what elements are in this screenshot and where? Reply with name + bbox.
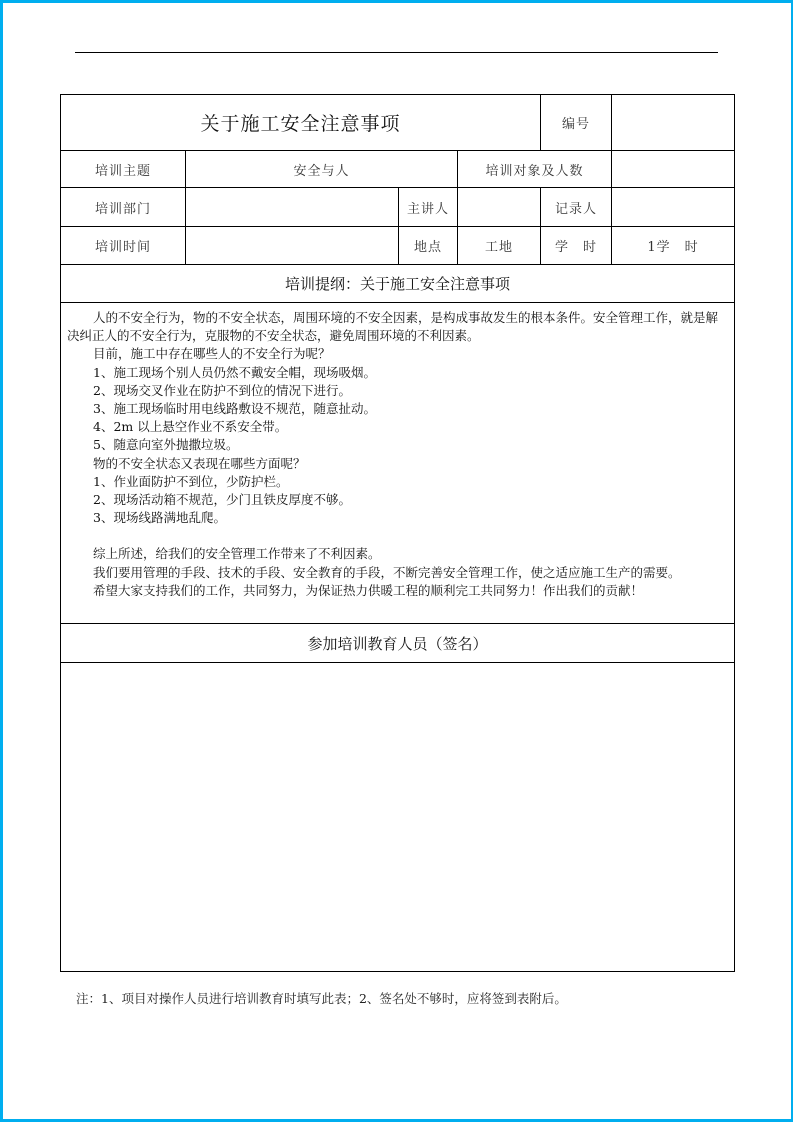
outline-list-item: 2、现场活动箱不规范，少门且铁皮厚度不够。 — [93, 492, 351, 508]
outline-list-item: 1、施工现场个别人员仍然不戴安全帽，现场吸烟。 — [93, 364, 376, 380]
topic-label: 培训主题 — [61, 151, 186, 188]
outline-paragraph: 目前，施工中存在哪些人的不安全行为呢？ — [93, 346, 331, 362]
outline-paragraph: 人的不安全行为，物的不安全状态，周围环境的不安全因素，是构成事故发生的根本条件。安全管理工作，就是解决纠正人的不安全行为，克服物的不安全状态，避免周围环境的不利因素。 — [67, 310, 719, 344]
audience-field[interactable] — [612, 151, 735, 188]
speaker-field[interactable] — [458, 188, 541, 227]
recorder-field[interactable] — [612, 188, 735, 227]
topic-field[interactable]: 安全与人 — [186, 151, 458, 188]
signature-area[interactable] — [61, 663, 735, 972]
audience-label: 培训对象及人数 — [458, 151, 612, 188]
hours-label: 学 时 — [541, 227, 612, 265]
number-field[interactable] — [612, 95, 735, 151]
footnote: 注：1、项目对操作人员进行培训教育时填写此表；2、签名处不够时，应将签到表附后。 — [76, 991, 567, 1006]
outline-paragraph: 我们要用管理的手段、技术的手段、安全教育的手段，不断完善安全管理工作，使之适应施工生产的需要。 — [93, 564, 681, 580]
outline-list-item: 1、作业面防护不到位，少防护栏。 — [93, 473, 289, 489]
outline-list-item: 2、现场交叉作业在防护不到位的情况下进行。 — [93, 382, 351, 398]
outline-list-item: 5、随意向室外抛撒垃圾。 — [93, 437, 239, 453]
speaker-label: 主讲人 — [399, 188, 458, 227]
blank-line — [67, 527, 728, 545]
number-label: 编号 — [541, 95, 612, 151]
outline-list-item: 3、现场线路满地乱爬。 — [93, 510, 226, 526]
location-label: 地点 — [399, 227, 458, 265]
outline-list-item: 3、施工现场临时用电线路敷设不规范，随意扯动。 — [93, 401, 376, 417]
form-title: 关于施工安全注意事项 — [61, 95, 541, 151]
outline-list-item: 4、2m 以上悬空作业不系安全带。 — [93, 419, 288, 435]
signature-heading: 参加培训教育人员（签名） — [61, 624, 735, 663]
dept-field[interactable] — [186, 188, 399, 227]
time-field[interactable] — [186, 227, 399, 265]
outline-body — [61, 303, 735, 624]
dept-label: 培训部门 — [61, 188, 186, 227]
location-field[interactable]: 工地 — [458, 227, 541, 265]
header-rule — [75, 52, 718, 53]
outline-paragraph: 希望大家支持我们的工作，共同努力，为保证热力供暖工程的顺利完工共同努力！作出我们的贡献！ — [93, 582, 644, 598]
hours-field[interactable]: 1学 时 — [612, 227, 735, 265]
recorder-label: 记录人 — [541, 188, 612, 227]
outline-paragraph: 物的不安全状态又表现在哪些方面呢？ — [93, 455, 306, 471]
time-label: 培训时间 — [61, 227, 186, 265]
training-record-form — [60, 94, 735, 972]
outline-heading: 培训提纲：关于施工安全注意事项 — [61, 265, 735, 303]
outline-paragraph: 综上所述，给我们的安全管理工作带来了不利因素。 — [93, 546, 381, 562]
